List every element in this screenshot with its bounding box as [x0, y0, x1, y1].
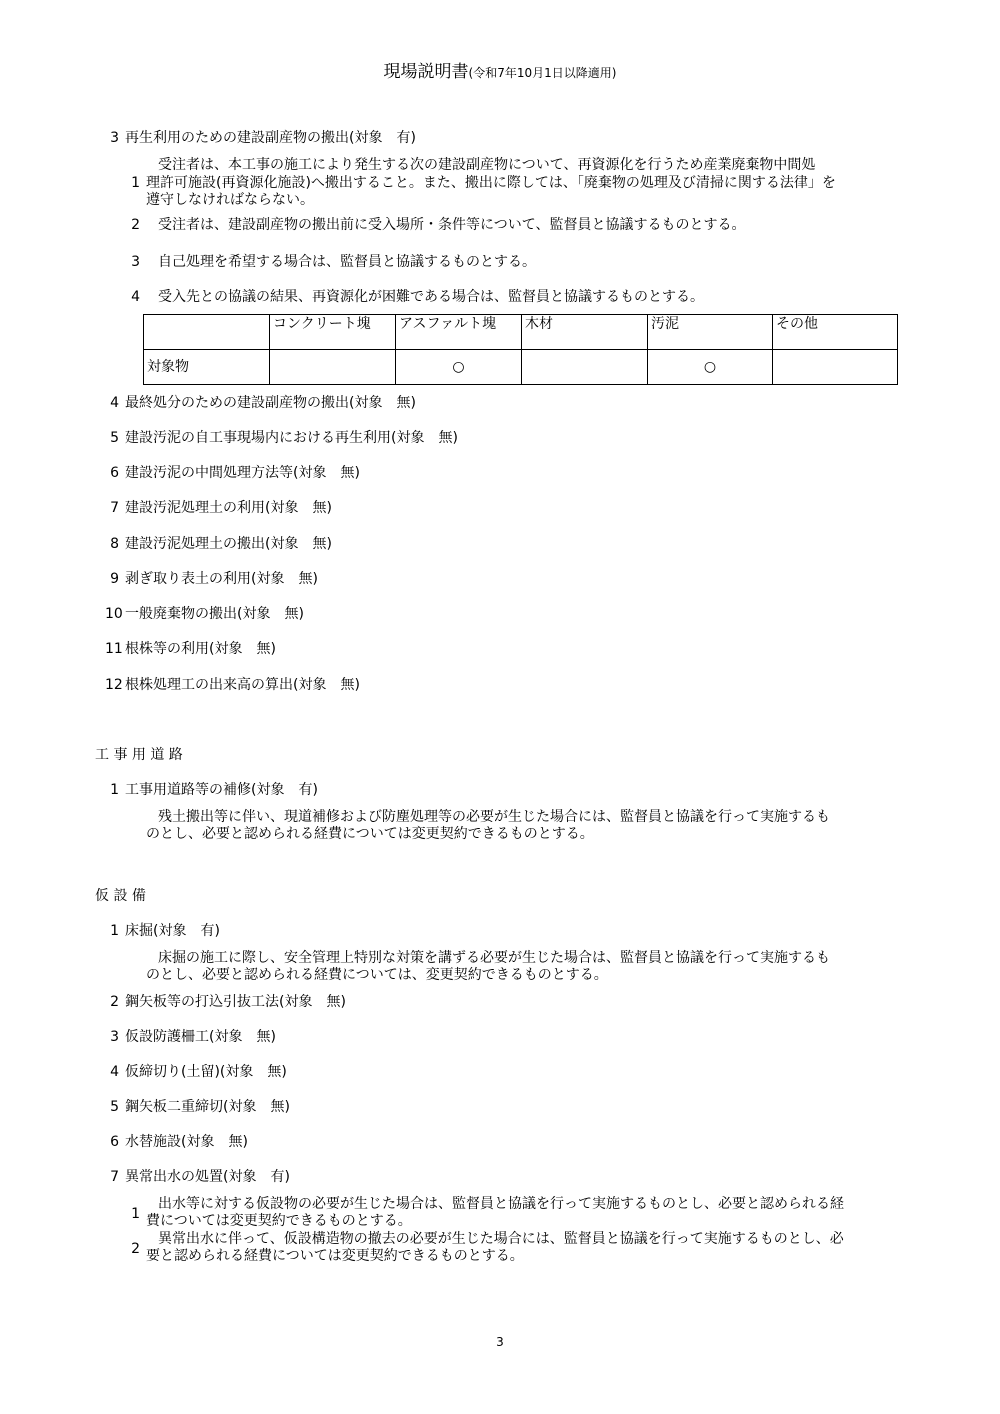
item-text: 建設汚泥処理土の利用(対象 無) — [125, 500, 332, 516]
item-number: 5 — [110, 1099, 119, 1115]
item-text: 床掘(対象 有) — [125, 923, 220, 939]
paragraph-line: 残土搬出等に伴い、現道補修および防塵処理等の必要が生じた場合には、監督員と協議を行って実施するも — [158, 809, 830, 825]
document-subtitle: (令和7年10月1日以降適用) — [468, 66, 617, 80]
item-number: 6 — [110, 1134, 119, 1150]
item-number: 1 — [110, 782, 119, 798]
subitem-text: 受注者は、建設副産物の搬出前に受入場所・条件等について、監督員と協議するものとする。 — [158, 217, 746, 233]
subitem-line: 理許可施設(再資源化施設)へ搬出すること。また、搬出に際しては、「廃棄物の処理及び清掃に関する法律」を — [146, 175, 836, 191]
subitem-line: 遵守しなければならない。 — [146, 192, 314, 208]
subitem-number: 4 — [131, 289, 140, 305]
subitem-line: 異常出水に伴って、仮設構造物の撤去の必要が生じた場合には、監督員と協議を行って実施するものとし、必 — [158, 1231, 844, 1247]
table-cell-mark — [522, 350, 648, 385]
paragraph-line: 床掘の施工に際し、安全管理上特別な対策を講ずる必要が生じた場合は、監督員と協議を行って実施するも — [158, 950, 830, 966]
item-text: 再生利用のための建設副産物の搬出(対象 有) — [125, 130, 416, 146]
table-header-cell: その他 — [773, 315, 898, 350]
section-heading-temporary: 仮 設 備 — [95, 888, 146, 904]
table-row-label: 対象物 — [144, 350, 270, 385]
page-number: 3 — [496, 1335, 504, 1349]
item-text: 水替施設(対象 無) — [125, 1134, 248, 1150]
item-number: 9 — [110, 571, 119, 587]
table-cell-mark — [270, 350, 396, 385]
table-row — [144, 350, 898, 385]
subitem-line: 受注者は、本工事の施工により発生する次の建設副産物について、再資源化を行うため産業廃棄物中間処 — [158, 157, 816, 173]
item-number: 11 — [105, 641, 123, 657]
item-number: 7 — [110, 1169, 119, 1185]
item-number: 4 — [110, 1064, 119, 1080]
item-text: 仮締切り(土留)(対象 無) — [125, 1064, 287, 1080]
item-text: 一般廃棄物の搬出(対象 無) — [125, 606, 304, 622]
table-header-cell: 汚泥 — [648, 315, 773, 350]
item-number: 4 — [110, 395, 119, 411]
item-text: 鋼矢板二重締切(対象 無) — [125, 1099, 290, 1115]
item-text: 異常出水の処置(対象 有) — [125, 1169, 290, 1185]
item-text: 根株処理工の出来高の算出(対象 無) — [125, 677, 360, 693]
subitem-number: 2 — [131, 217, 140, 233]
paragraph-line: のとし、必要と認められる経費については、変更契約できるものとする。 — [146, 967, 608, 983]
table-cell-mark: ○ — [648, 350, 773, 385]
section-heading-road: 工 事 用 道 路 — [95, 747, 183, 763]
item-text: 工事用道路等の補修(対象 有) — [125, 782, 318, 798]
subitem-number: 3 — [131, 254, 140, 270]
item-text: 最終処分のための建設副産物の搬出(対象 無) — [125, 395, 416, 411]
table-header-cell — [144, 315, 270, 350]
item-number: 5 — [110, 430, 119, 446]
table-cell-mark: ○ — [396, 350, 522, 385]
item-text: 建設汚泥の自工事現場内における再生利用(対象 無) — [125, 430, 458, 446]
item-text: 建設汚泥の中間処理方法等(対象 無) — [125, 465, 360, 481]
table-header-cell: 木材 — [522, 315, 648, 350]
subitem-number: 2 — [131, 1241, 140, 1257]
item-number: 2 — [110, 994, 119, 1010]
item-text: 剥ぎ取り表土の利用(対象 無) — [125, 571, 318, 587]
item-number: 8 — [110, 536, 119, 552]
table-header-row — [144, 315, 898, 350]
subitem-number: 1 — [131, 175, 140, 191]
subitem-line: 費については変更契約できるものとする。 — [146, 1213, 412, 1229]
item-text: 建設汚泥処理土の搬出(対象 無) — [125, 536, 332, 552]
table-cell-mark — [773, 350, 898, 385]
paragraph-line: のとし、必要と認められる経費については変更契約できるものとする。 — [146, 826, 594, 842]
item-number: 1 — [110, 923, 119, 939]
item-number: 12 — [105, 677, 123, 693]
subitem-text: 受入先との協議の結果、再資源化が困難である場合は、監督員と協議するものとする。 — [158, 289, 704, 305]
subitem-number: 1 — [131, 1206, 140, 1222]
table-header-cell: アスファルト塊 — [396, 315, 522, 350]
table-header-cell: コンクリート塊 — [270, 315, 396, 350]
subitem-line: 出水等に対する仮設物の必要が生じた場合は、監督員と協議を行って実施するものとし、必要と認められる経 — [158, 1196, 844, 1212]
item-number: 6 — [110, 465, 119, 481]
item-number: 3 — [110, 1029, 119, 1045]
item-text: 根株等の利用(対象 無) — [125, 641, 276, 657]
subitem-line: 要と認められる経費については変更契約できるものとする。 — [146, 1248, 524, 1264]
item-number: 3 — [110, 130, 119, 146]
item-text: 鋼矢板等の打込引抜工法(対象 無) — [125, 994, 346, 1010]
subitem-text: 自己処理を希望する場合は、監督員と協議するものとする。 — [158, 254, 536, 270]
byproduct-table — [143, 314, 898, 385]
item-number: 7 — [110, 500, 119, 516]
item-text: 仮設防護柵工(対象 無) — [125, 1029, 276, 1045]
page-title — [0, 64, 1000, 81]
document-title: 現場説明書 — [383, 62, 469, 82]
item-number: 10 — [105, 606, 123, 622]
